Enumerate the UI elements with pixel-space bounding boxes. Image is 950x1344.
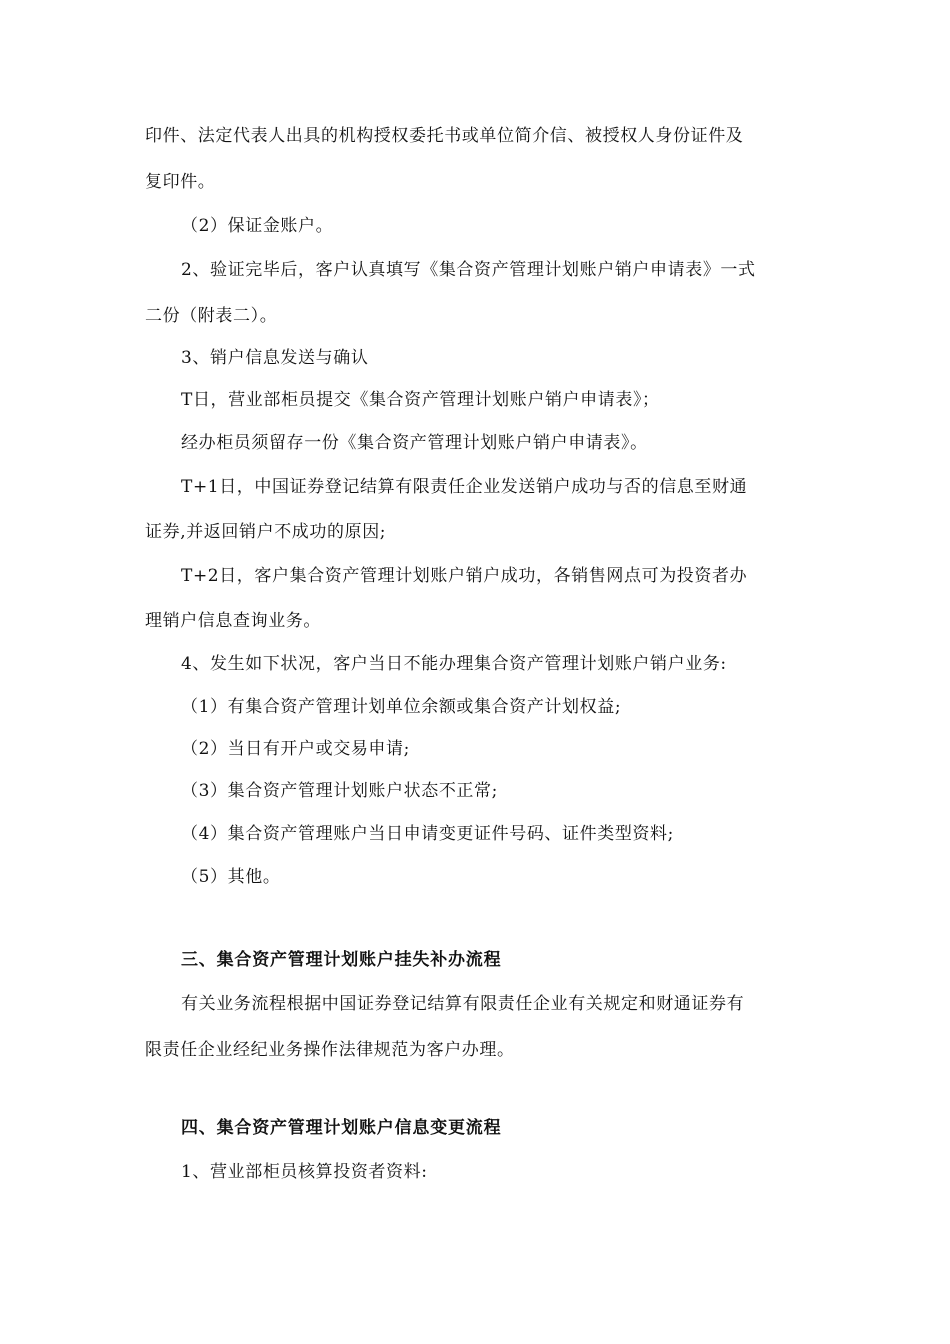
section-heading: 三、集合资产管理计划账户挂失补办流程	[181, 950, 502, 970]
paragraph-line: 限责任企业经纪业务操作法律规范为客户办理。	[145, 1040, 515, 1060]
paragraph-line: 2、验证完毕后，客户认真填写《集合资产管理计划账户销户申请表》一式	[181, 260, 756, 280]
paragraph-line: 4、发生如下状况，客户当日不能办理集合资产管理计划账户销户业务:	[181, 654, 727, 674]
paragraph-line: 1、营业部柜员核算投资者资料:	[181, 1162, 428, 1182]
paragraph-line: 有关业务流程根据中国证券登记结算有限责任企业有关规定和财通证券有	[181, 994, 745, 1014]
list-item: （2）保证金账户。	[181, 216, 334, 236]
list-item: （2）当日有开户或交易申请;	[181, 739, 410, 759]
paragraph-line: 经办柜员须留存一份《集合资产管理计划账户销户申请表》。	[181, 433, 648, 453]
list-item: （1）有集合资产管理计划单位余额或集合资产计划权益;	[181, 697, 622, 717]
paragraph-line: 证券,并返回销户不成功的原因;	[145, 522, 387, 542]
paragraph-line: 二份（附表二）。	[145, 306, 278, 326]
list-item: （3）集合资产管理计划账户状态不正常;	[181, 781, 498, 801]
list-item: 3、销户信息发送与确认	[181, 348, 369, 368]
list-item: （4）集合资产管理账户当日申请变更证件号码、证件类型资料;	[181, 824, 674, 844]
list-item: （5）其他。	[181, 867, 281, 887]
paragraph-line: T+2日，客户集合资产管理计划账户销户成功，各销售网点可为投资者办	[181, 566, 748, 586]
section-heading: 四、集合资产管理计划账户信息变更流程	[181, 1118, 502, 1138]
paragraph-line: 复印件。	[145, 172, 216, 192]
paragraph-line: T日，营业部柜员提交《集合资产管理计划账户销户申请表》；	[181, 390, 660, 410]
paragraph-line: 理销户信息查询业务。	[145, 611, 321, 631]
paragraph-line: 印件、法定代表人出具的机构授权委托书或单位简介信、被授权人身份证件及	[145, 126, 744, 146]
paragraph-line: T+1日，中国证券登记结算有限责任企业发送销户成功与否的信息至财通	[181, 477, 748, 497]
